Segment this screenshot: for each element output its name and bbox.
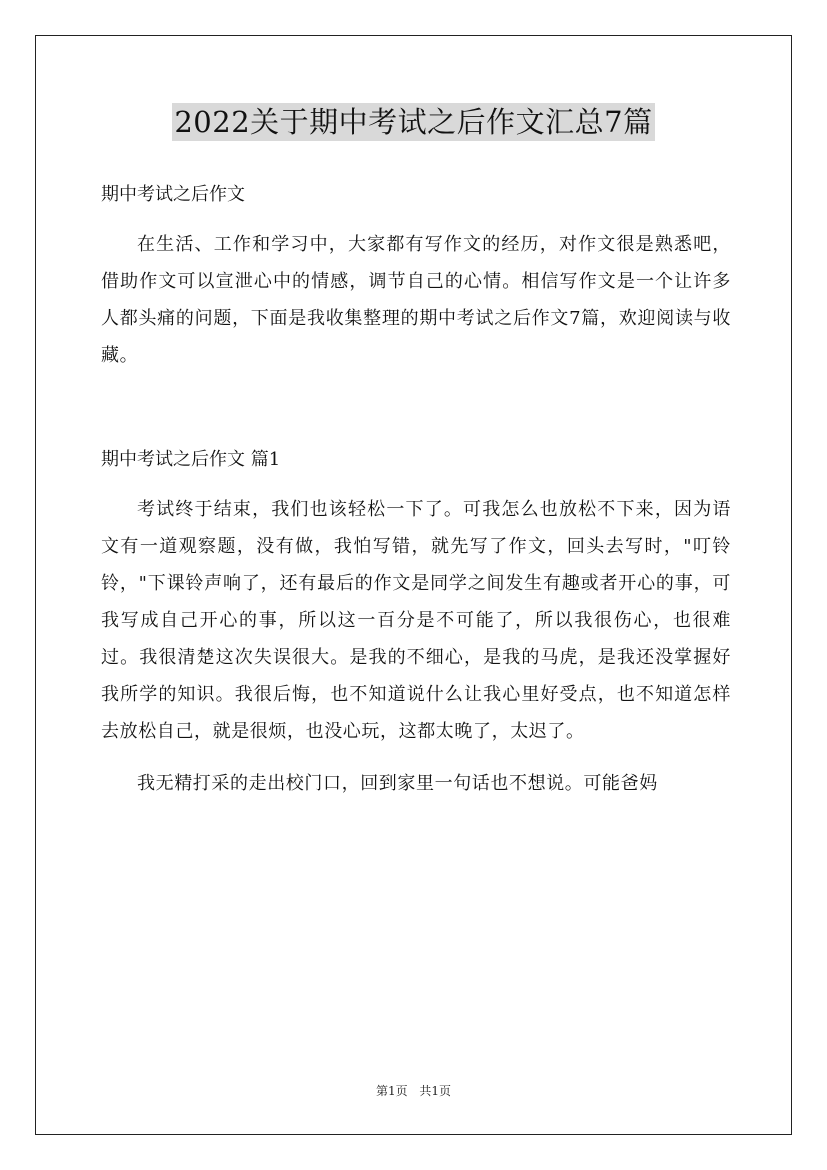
document-title: 2022关于期中考试之后作文汇总7篇 <box>174 105 653 139</box>
intro-paragraph: 在生活、工作和学习中，大家都有写作文的经历，对作文很是熟悉吧，借助作文可以宣泄心中的情感，调节自己的心情。相信写作文是一个让许多人都头痛的问题，下面是我收集整理的期中考试之后作文7篇，欢迎阅读与收藏。 <box>101 234 731 366</box>
document-body <box>101 176 731 817</box>
section-spacer <box>101 389 731 441</box>
intro-heading: 期中考试之后作文 <box>101 184 245 205</box>
page-footer <box>0 1082 827 1100</box>
title-container <box>0 103 827 141</box>
page-number: 第1页 <box>375 1084 408 1098</box>
section-1-heading: 期中考试之后作文 篇1 <box>101 449 281 470</box>
page-total: 共1页 <box>419 1084 452 1098</box>
section-1-paragraph-2: 我无精打采的走出校门口，回到家里一句话也不想说。可能爸妈 <box>137 773 658 794</box>
section-1-paragraph-1: 考试终于结束，我们也该轻松一下了。可我怎么也放松不下来，因为语文有一道观察题，没有做，我怕写错，就先写了作文，回头去写时，"叮铃铃，"下课铃声响了，还有最后的作文是同学之间发生有趣或者开心的事，可我写成自己开心的事，所以这一百分是不可能了，所以我很伤心，也很难过。我很清楚这次失误很大。是我的不细心，是我的马虎，是我还没掌握好我所学的知识。我很后悔，也不知道说什么让我心里好受点，也不知道怎样去放松自己，就是很烦，也没心玩，这都太晚了，太迟了。 <box>101 499 731 742</box>
